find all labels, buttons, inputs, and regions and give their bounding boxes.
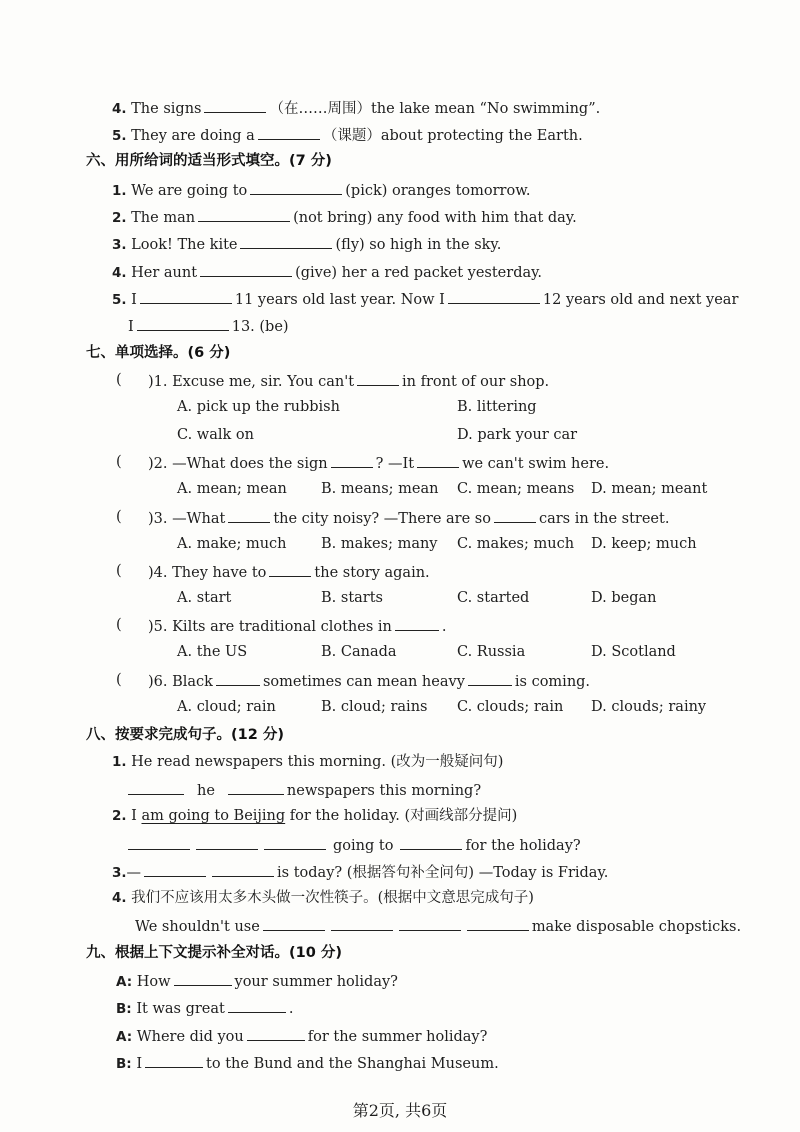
option-a[interactable]: A. cloud; rain (177, 699, 276, 715)
answer-blank[interactable] (331, 453, 373, 468)
answer-blank[interactable] (494, 508, 536, 523)
option-c[interactable]: C. started (457, 590, 530, 606)
section-9-title: 九、根据上下文提示补全对话。(10 分) (86, 945, 342, 961)
option-b[interactable]: B. starts (321, 590, 383, 606)
question-4-prev: 4. The signs （在……周围）the lake mean “No swimming”. (112, 98, 600, 118)
answer-blank[interactable] (417, 453, 459, 468)
answer-blank[interactable] (250, 180, 342, 195)
option-d[interactable]: D. keep; much (591, 536, 697, 552)
s6-question-2: 2. The man (not bring) any food with him that day. (112, 207, 577, 227)
option-a[interactable]: A. make; much (177, 536, 287, 552)
answer-blank[interactable] (198, 207, 290, 222)
s8-question-4: 4. 我们不应该用太多木头做一次性筷子。(根据中文意思完成句子) (112, 890, 534, 906)
answer-blank[interactable] (247, 1026, 305, 1041)
answer-blank[interactable] (144, 862, 206, 877)
option-c[interactable]: C. Russia (457, 644, 526, 660)
answer-paren[interactable]: ( (116, 454, 122, 470)
option-c[interactable]: C. makes; much (457, 536, 575, 552)
s6-question-5: 5. I 11 years old last year. Now I 12 years old and next year (112, 289, 738, 309)
answer-blank[interactable] (448, 289, 540, 304)
s7-question-5: )5. Kilts are traditional clothes in . (148, 616, 446, 636)
dialogue-line-1: A: How your summer holiday? (116, 971, 398, 991)
s7-question-4: )4. They have to the story again. (148, 562, 430, 582)
dialogue-line-4: B: I to the Bund and the Shanghai Museum. (116, 1053, 499, 1073)
answer-paren[interactable]: ( (116, 617, 122, 633)
answer-blank[interactable] (264, 835, 326, 850)
option-b[interactable]: B. means; mean (321, 481, 439, 497)
option-a[interactable]: A. start (177, 590, 232, 606)
s6-question-4: 4. Her aunt (give) her a red packet yesterday. (112, 262, 542, 282)
answer-blank[interactable] (128, 835, 190, 850)
s6-question-1: 1. We are going to (pick) oranges tomorrow. (112, 180, 531, 200)
option-b[interactable]: B. Canada (321, 644, 397, 660)
option-d[interactable]: D. mean; meant (591, 481, 708, 497)
answer-paren[interactable]: ( (116, 509, 122, 525)
s6-question-5-cont: I 13. (be) (128, 316, 289, 336)
answer-blank[interactable] (204, 98, 266, 113)
question-5-prev: 5. They are doing a （课题）about protecting the Earth. (112, 125, 583, 145)
option-b[interactable]: B. makes; many (321, 536, 438, 552)
dialogue-line-3: A: Where did you for the summer holiday? (116, 1026, 487, 1046)
section-7-title: 七、单项选择。(6 分) (86, 345, 231, 361)
section-8-title: 八、按要求完成句子。(12 分) (86, 727, 284, 743)
option-a[interactable]: A. pick up the rubbish (177, 399, 340, 415)
answer-blank[interactable] (200, 262, 292, 277)
s7-question-2: )2. —What does the sign ? —It we can't swim here. (148, 453, 609, 473)
option-d[interactable]: D. Scotland (591, 644, 676, 660)
answer-blank[interactable] (228, 780, 284, 795)
answer-blank[interactable] (212, 862, 274, 877)
option-c[interactable]: C. clouds; rain (457, 699, 564, 715)
answer-blank[interactable] (468, 671, 512, 686)
option-b[interactable]: B. littering (457, 399, 537, 415)
page-number: 第2页, 共6页 (352, 1101, 448, 1120)
answer-blank[interactable] (145, 1053, 203, 1068)
s7-question-1: )1. Excuse me, sir. You can't in front of our shop. (148, 371, 549, 391)
answer-blank[interactable] (269, 562, 311, 577)
answer-blank[interactable] (258, 125, 320, 140)
option-d[interactable]: D. began (591, 590, 657, 606)
option-b[interactable]: B. cloud; rains (321, 699, 428, 715)
answer-blank[interactable] (395, 616, 439, 631)
answer-blank[interactable] (263, 916, 325, 931)
answer-blank[interactable] (216, 671, 260, 686)
s6-question-3: 3. Look! The kite (fly) so high in the sky. (112, 234, 501, 254)
answer-blank[interactable] (228, 998, 286, 1013)
answer-blank[interactable] (240, 234, 332, 249)
answer-paren[interactable]: ( (116, 672, 122, 688)
s7-question-6: )6. Black sometimes can mean heavy is coming. (148, 671, 590, 691)
answer-paren[interactable]: ( (116, 563, 122, 579)
s8-question-3: 3.— is today? (根据答句补全问句) —Today is Friday. (112, 862, 608, 882)
answer-blank[interactable] (399, 916, 461, 931)
s8-question-1-answer: he newspapers this morning? (128, 780, 481, 800)
section-6-title: 六、用所给词的适当形式填空。(7 分) (86, 153, 332, 169)
option-d[interactable]: D. park your car (457, 427, 578, 443)
s8-question-2-answer: going to for the holiday? (128, 835, 581, 855)
answer-blank[interactable] (357, 371, 399, 386)
option-d[interactable]: D. clouds; rainy (591, 699, 707, 715)
s8-question-4-answer: We shouldn't use make disposable chopsticks. (135, 916, 741, 936)
answer-paren[interactable]: ( (116, 372, 122, 388)
answer-blank[interactable] (228, 508, 270, 523)
option-c[interactable]: C. mean; means (457, 481, 575, 497)
option-a[interactable]: A. the US (177, 644, 248, 660)
s7-question-3: )3. —What the city noisy? —There are so cars in the street. (148, 508, 669, 528)
answer-blank[interactable] (128, 780, 184, 795)
answer-blank[interactable] (400, 835, 462, 850)
answer-blank[interactable] (137, 316, 229, 331)
answer-blank[interactable] (331, 916, 393, 931)
s8-question-2: 2. I am going to Beijing for the holiday. (对画线部分提问) (112, 808, 518, 824)
dialogue-line-2: B: It was great . (116, 998, 293, 1018)
answer-blank[interactable] (467, 916, 529, 931)
answer-blank[interactable] (196, 835, 258, 850)
answer-blank[interactable] (140, 289, 232, 304)
option-a[interactable]: A. mean; mean (177, 481, 287, 497)
answer-blank[interactable] (174, 971, 232, 986)
s8-question-1: 1. He read newspapers this morning. (改为一般疑问句) (112, 754, 504, 770)
option-c[interactable]: C. walk on (177, 427, 254, 443)
